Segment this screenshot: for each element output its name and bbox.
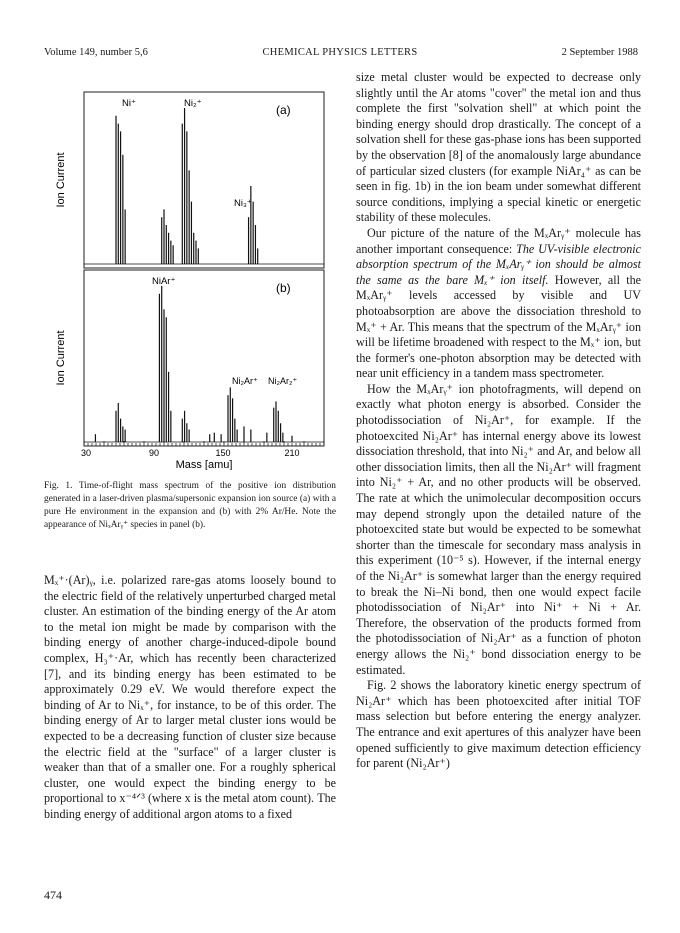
right-paragraph-4: Fig. 2 shows the laboratory kinetic energy spectrum of Ni₂Ar⁺ which has been photoexcited after initial TOF mass selection but before entering the energy analyzer. The entrance and exit apertures of this analyzer have been opened sufficiently to give maximum detection efficiency for parent (Ni₂Ar⁺): [356, 678, 641, 771]
peak-label-ni2: Ni₂⁺: [184, 98, 202, 109]
xtick-30: 30: [80, 448, 92, 458]
xtick-210: 210: [284, 448, 300, 458]
panel-b-peaks: [84, 286, 324, 442]
left-column: [44, 573, 336, 823]
peak-label-ni: Ni⁺: [122, 98, 136, 109]
figure-1: [44, 80, 336, 470]
panel-b-tag: (b): [276, 281, 291, 295]
right-paragraph-3: How the MₓArᵧ⁺ ion photofragments, will depend on exactly what photon energy is absorbed. Consider the photodissociation of Ni₂Ar⁺, for example. If the photoexcited Ni₂Ar⁺ has internal energy above its lowest dissociation threshold, that into Ni₂⁺ and Ar, and below all other dissociation limits, then all the Ni₂Ar⁺ will fragment into Ni₂⁺ + Ar, and no other products will be observed. The rate at which the unimolecular decomposition occurs may depend strongly upon the detailed nature of the photoexcited state but would be expected to be somewhat shorter than the timescale for secondary mass analysis in this experiment (10⁻⁵ s). However, if the internal energy of the Ni₂Ar⁺ is somewhat larger than the energy required to break the Ni–Ni bond, then one would expect facile photodissociation of Ni₂Ar⁺ into Ni⁺ + Ni + Ar. Therefore, the observation of the products formed from the photodissociation of Ni₂Ar⁺ as a function of photon energy allows the Ni₂⁺ bond dissociation energy to be estimated.: [356, 381, 641, 677]
left-paragraph-1: Mₓ⁺·(Ar)ᵧ, i.e. polarized rare-gas atoms loosely bound to the electric field of the relatively unperturbed charged metal cluster. An estimation of the binding energy of the Ar atom to the metal ion might be made by comparison with the binding energy of another charge-induced-dipole bound complex, H₃⁺·Ar, which has recently been characterized [7], and its binding energy has been estimated to be approximately 0.29 eV. We would therefore expect the binding of Ar to Niₓ⁺, for instance, to be of this order. The binding energy of Ar to larger metal cluster ions would be expected to be a decreasing function of cluster size because the electric field at the "surface" of a larger cluster is weaker than that of a smaller one. For a roughly spherical cluster, one would expect the binding energy to be proportional to x⁻⁴ᐟ³ (where x is the metal atom count). The binding energy of additional argon atoms to a fixed: [44, 573, 336, 821]
panel-b-ylabel: Ion Current: [55, 330, 67, 386]
mass-spectrum-figure: [44, 80, 336, 470]
right-paragraph-2-italic: The UV-visible electronic absorption spectrum of the MₓArᵧ⁺ ion should be almost the same as the bare Mₓ⁺ ion itself.: [356, 241, 642, 287]
panel-a-ylabel: Ion Current: [55, 152, 67, 208]
peak-label-ni2ar: Ni₂Ar⁺: [232, 376, 258, 386]
header-volume: Volume 149, number 5,6: [44, 47, 148, 58]
xtick-150: 150: [215, 448, 231, 458]
header-journal: CHEMICAL PHYSICS LETTERS: [262, 47, 418, 58]
page-number: 474: [44, 888, 62, 902]
panel-a-tag: (a): [276, 103, 291, 117]
peak-label-ni2ar2: Ni₂Ar₂⁺: [268, 376, 298, 386]
xtick-90: 90: [148, 448, 160, 458]
right-paragraph-2: [356, 226, 641, 382]
peak-label-niar: NiAr⁺: [152, 276, 176, 287]
right-paragraph-1: size metal cluster would be expected to decrease only slightly until the Ar atoms "cover" the metal ion and thus complete the first "solvation shell" at which point the binding energy should drop drastically. The concept of a solvation shell for these gas-phase ions has been supported by the observation [8] of the anomalously large abundance of particular sized clusters (for example NiAr₄⁺ as can be seen in fig. 1b) in the ion beam under somewhat different source conditions, implying a special kinetic or energetic stability of these molecules.: [356, 70, 641, 225]
right-paragraph-2-end: However, all the MₓArᵧ⁺ levels accessed by visible and UV photoabsorption are above the dissociation threshold to Mₓ⁺ + Ar. This means that the spectrum of the MₓArᵧ⁺ ion will be lifetime broadened with respect to the Mₓ⁺ ion, but the former's one-photon absorption may be detected with near unit efficiency in a tandem mass spectrometer.: [356, 272, 641, 381]
right-column: [356, 70, 641, 772]
figure-caption: Fig. 1. Time-of-flight mass spectrum of the positive ion distribution generated in a laser-driven plasma/supersonic expansion ion source (a) with a pure He environment in the expansion and (b) with 2% Ar/He. Note the appearance of NiₓArᵧ⁺ species in panel (b).: [44, 481, 336, 530]
panel-a-peaks: [84, 108, 324, 264]
header-date: 2 September 1988: [561, 47, 638, 58]
right-paragraph-2-start: Our picture of the nature of the MₓArᵧ⁺ molecule has another important consequence:: [356, 225, 641, 256]
x-axis-label: Mass [amu]: [175, 459, 233, 470]
peak-label-ni3: Ni₃⁺: [234, 198, 252, 209]
